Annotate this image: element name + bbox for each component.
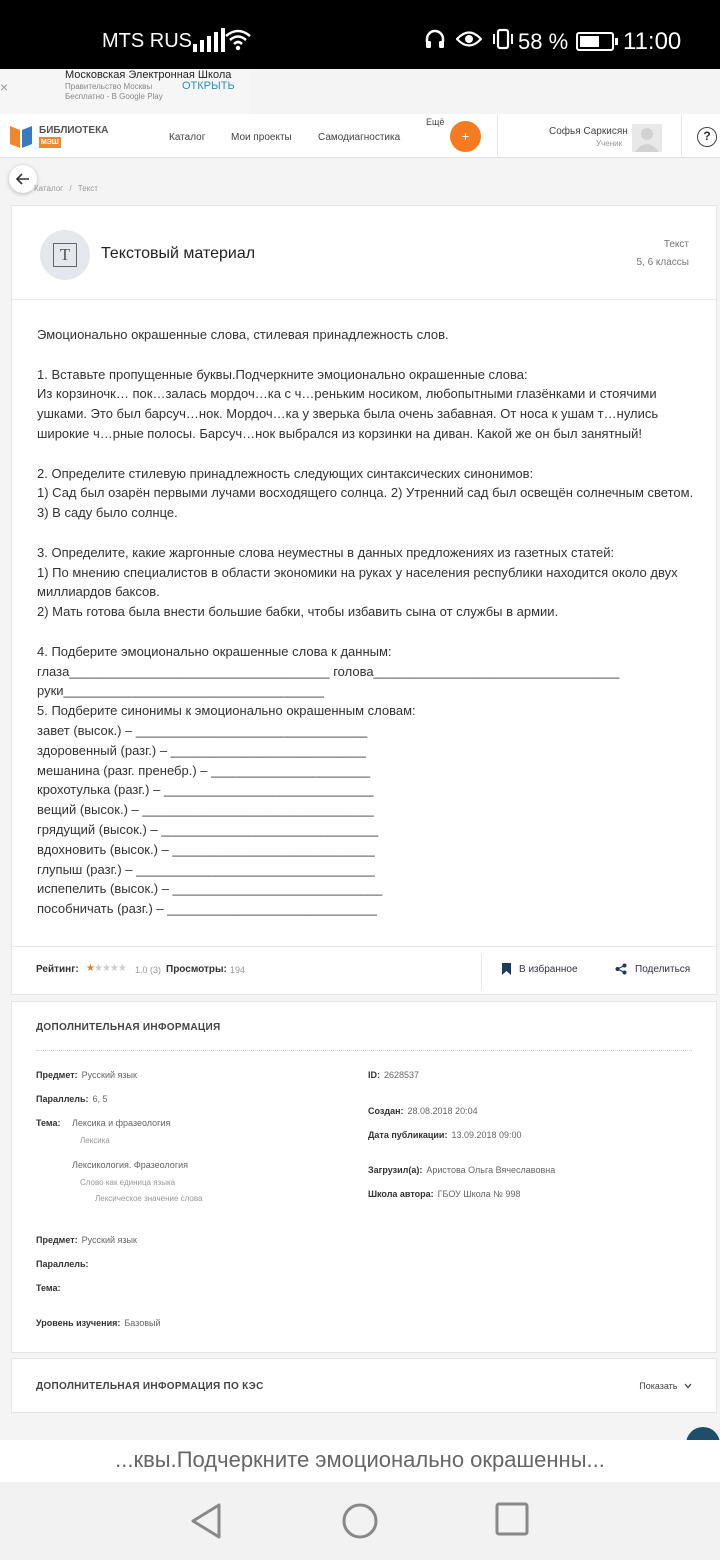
arrow-left-icon	[16, 173, 30, 185]
favorite-button[interactable]	[502, 963, 578, 975]
recents-nav-icon[interactable]	[495, 1502, 529, 1536]
created-row: Создан: 28.08.2018 20:04	[368, 1106, 478, 1116]
close-icon[interactable]: ×	[0, 79, 9, 95]
add-button[interactable]: +	[450, 121, 481, 152]
signal-icon	[193, 28, 225, 52]
breadcrumb-current: Текст	[77, 184, 98, 193]
rating-stars[interactable]	[86, 963, 126, 974]
subject-row: Предмет: Русский язык	[36, 1070, 137, 1080]
topic-2[interactable]: Лексикология. Фразеология	[72, 1160, 188, 1170]
nav-more[interactable]: Ещё	[426, 117, 445, 127]
views-label: Просмотры:	[166, 964, 227, 975]
parallel-row: Параллель: 6, 5	[36, 1094, 108, 1104]
divider	[481, 954, 482, 990]
material-card	[11, 205, 717, 995]
banner-title: Московская Электронная Школа	[65, 69, 232, 81]
rating-label: Рейтинг:	[36, 964, 79, 975]
chevron-down-icon	[684, 1383, 692, 1389]
nav-my-projects[interactable]: Мои проекты	[231, 132, 292, 143]
id-row: ID: 2628537	[368, 1070, 420, 1080]
search-caption: ...квы.Подчеркните эмоционально окрашенны...	[115, 1447, 605, 1472]
star-icon[interactable]: ★	[117, 963, 126, 974]
views-value: 194	[230, 965, 246, 975]
share-label: Поделиться	[635, 963, 691, 975]
user-role: Ученик	[596, 139, 623, 148]
level-row: Уровень изучения: Базовый	[36, 1318, 161, 1328]
divider	[681, 114, 682, 158]
star-icon[interactable]: ★	[101, 963, 110, 974]
additional-info-card	[11, 1001, 717, 1353]
divider	[36, 1050, 692, 1051]
topic-1[interactable]: Лексика и фразеология	[72, 1118, 171, 1128]
back-button[interactable]	[9, 165, 37, 193]
battery-icon	[576, 32, 614, 51]
topic-2-sub-2[interactable]: Лексическое значение слова	[95, 1194, 203, 1203]
divider	[12, 946, 716, 947]
topic-label: Тема:	[36, 1118, 61, 1128]
status-bar	[0, 0, 720, 69]
breadcrumb-catalog[interactable]: Каталог	[34, 184, 64, 193]
battery-percent: 58 %	[518, 29, 569, 54]
star-icon[interactable]: ★	[86, 963, 94, 974]
headphones-icon	[424, 28, 446, 50]
share-button[interactable]	[615, 963, 690, 975]
home-nav-icon[interactable]	[341, 1502, 379, 1540]
page-title: Текстовый материал	[101, 245, 256, 262]
nav-catalog[interactable]: Каталог	[169, 132, 206, 143]
star-icon[interactable]: ★	[93, 963, 102, 974]
favorite-label: В избранное	[519, 963, 578, 975]
published-row: Дата публикации: 13.09.2018 09:00	[368, 1130, 522, 1140]
book-logo-icon	[8, 122, 34, 150]
show-button[interactable]: Показать	[639, 1381, 692, 1391]
material-type: Текст	[663, 239, 689, 250]
section-title: ДОПОЛНИТЕЛЬНАЯ ИНФОРМАЦИЯ ПО КЭС	[36, 1381, 264, 1392]
breadcrumb: Каталог / Текст	[34, 184, 98, 193]
topic-row-2: Тема:	[36, 1283, 61, 1293]
nav-self-diagnostics[interactable]: Самодиагностика	[318, 132, 401, 143]
material-body: Эмоционально окрашенные слова, стилевая принадлежность слов. 1. Вставьте пропущенные буквы.Подчеркните эмоционально окрашенные слова: Из корзиночк… пок…залась мордоч…ка с ч…реньким носиком, любопытными глазёнками и стоячими ушками. Это был барсуч…нок. Мордоч…ка у зверька была очень забавная. От носа к ушам т…нулись широкие ч…рные полосы. Барсуч…нок выбрался из корзинки на диван. Какой же он был занятный! 2. Определите стилевую принадлежность следующих синтаксических синонимов: 1) Сад был озарён первыми лучами восходящего солнца. 2) Утренний сад был освещён солнечным светом. 3) В саду было солнце. 3. Определите, какие жаргонные слова неуместны в данных предложениях из газетных статей: 1) По мнению специалистов в области экономики на руках у населения республики находится около двух миллиардов баксов. 2) Мать готова была внести большие бабки, чтобы избавить сына от службы в армии. 4. Подберите эмоционально окрашенные слова к данным: глаза____________________________________ голова__________________________________ руки____________________________________ 5. Подберите синонимы к эмоционально окрашенным словам: завет (высок.) – ________________________________ здоровенный (разг.) – ___________________________ мешанина (разг. пренебр.) – ______________________ крохотулька (разг.) – _____________________________ вещий (высок.) – ________________________________ грядущий (высок.) – ______________________________ вдохновить (высок.) – ____________________________ глупыш (разг.) – _________________________________ испепелить (высок.) – _____________________________ пособничать (разг.) – _____________________________	[37, 327, 694, 917]
logo-badge: МЭШ	[41, 138, 59, 146]
section-title: ДОПОЛНИТЕЛЬНАЯ ИНФОРМАЦИЯ	[36, 1022, 221, 1033]
banner-store: Бесплатно - В Google Play	[65, 92, 163, 101]
eye-icon	[456, 29, 482, 49]
carrier-name: MTS RUS	[102, 30, 192, 52]
system-nav-bar	[0, 1482, 720, 1560]
top-nav	[0, 114, 720, 158]
topic-1-sub[interactable]: Лексика	[80, 1136, 110, 1145]
wifi-icon	[224, 28, 252, 52]
share-icon	[615, 963, 627, 975]
divider	[497, 114, 498, 158]
logo-title: БИБЛИОТЕКА	[39, 124, 109, 136]
uploaded-row: Загрузил(а): Аристова Ольга Вячеславовна	[368, 1165, 556, 1175]
topic-2-sub-1[interactable]: Слово как единица языка	[80, 1178, 176, 1187]
clock: 11:00	[623, 28, 682, 55]
vibrate-icon	[492, 28, 514, 50]
star-icon[interactable]: ★	[109, 963, 118, 974]
back-nav-icon[interactable]	[188, 1502, 224, 1540]
avatar[interactable]	[632, 124, 662, 152]
library-logo[interactable]	[8, 122, 108, 150]
user-name[interactable]: Софья Саркисян	[549, 126, 628, 137]
banner-open-button[interactable]: ОТКРЫТЬ	[182, 80, 235, 92]
material-grades: 5, 6 классы	[636, 257, 689, 268]
text-material-icon: T	[40, 230, 90, 280]
app-banner	[0, 69, 250, 114]
bookmark-icon	[502, 963, 511, 975]
parallel-row-2: Параллель:	[36, 1259, 89, 1269]
user-avatar-icon	[632, 124, 662, 152]
banner-publisher: Правительство Москвы	[65, 82, 153, 91]
subject-row-2: Предмет: Русский язык	[36, 1235, 137, 1245]
school-row: Школа автора: ГБОУ Школа № 998	[368, 1189, 521, 1199]
kes-info-card	[11, 1358, 717, 1413]
help-icon[interactable]: ?	[697, 127, 717, 147]
rating-value: 1.0 (3)	[135, 965, 162, 975]
divider	[12, 299, 716, 300]
